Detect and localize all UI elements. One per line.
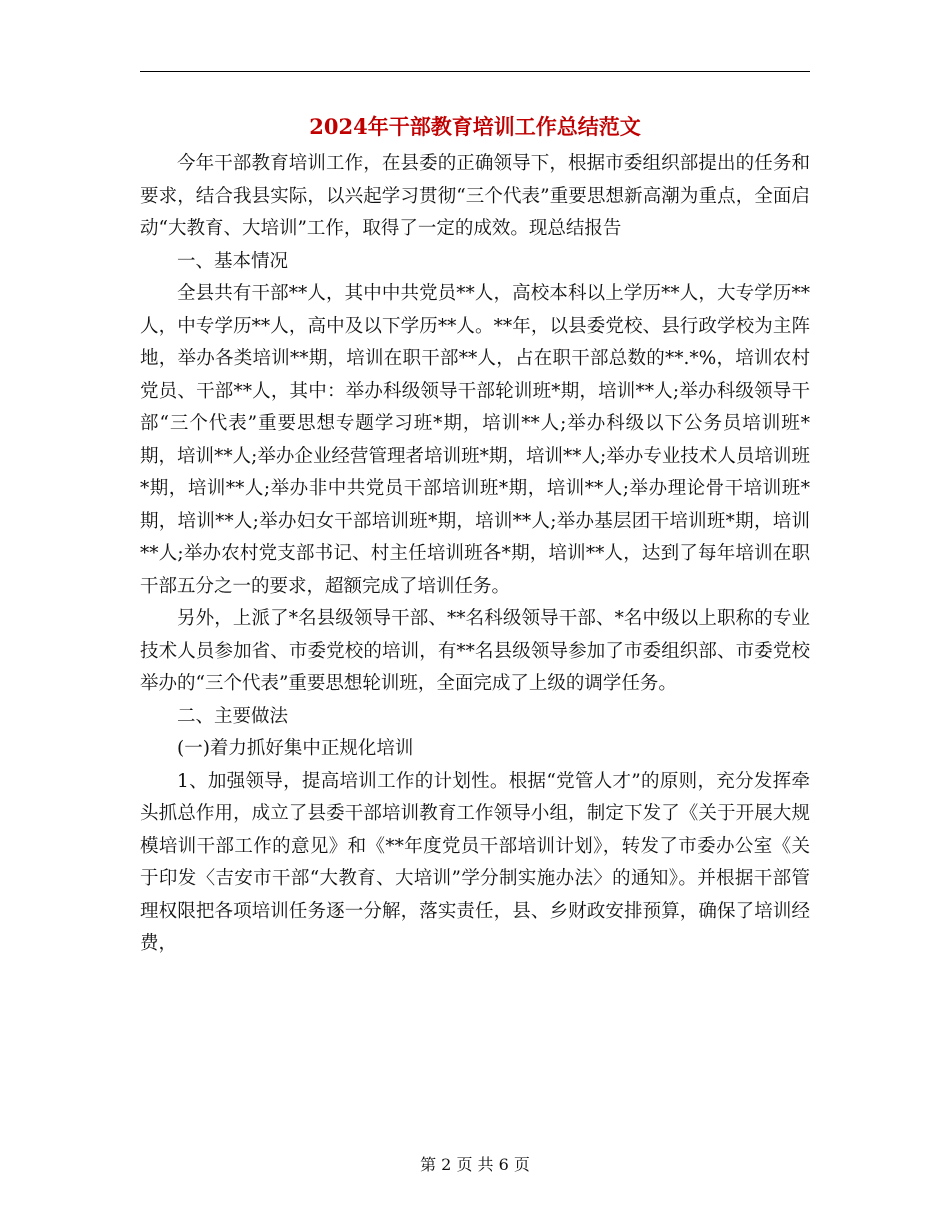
paragraph-intro: 今年干部教育培训工作，在县委的正确领导下，根据市委组织部提出的任务和要求，结合我县实际，以兴起学习贯彻“三个代表”重要思想新高潮为重点，全面启动“大教育、大培训”工作，取得了一定的成效。现总结报告 — [140, 153, 810, 239]
paragraph-statistics: 全县共有干部**人，其中中共党员**人，高校本科以上学历**人，大专学历**人，中专学历**人，高中及以下学历**人。**年，以县委党校、县行政学校为主阵地，举办各类培训**期，培训在职干部**人，占在职干部总数的**.*%，培训农村党员、干部**人，其中：举办科级领导干部轮训班*期，培训**人;举办科级领导干部“三个代表”重要思想专题学习班*期，培训**人;举办科级以下公务员培训班*期，培训**人;举办企业经营管理者培训班*期，培训**人;举办专业技术人员培训班*期，培训**人;举办非中共党员干部培训班*期，培训**人;举办理论骨干培训班*期，培训**人;举办妇女干部培训班*期，培训**人;举办基层团干培训班*期，培训**人;举办农村党支部书记、村主任培训班各*期，培训**人，达到了每年培训在职干部五分之一的要求，超额完成了培训任务。 — [140, 283, 810, 597]
header-rule — [140, 71, 810, 72]
document-body — [140, 148, 810, 961]
page-number: 第 2 页 共 6 页 — [420, 1155, 530, 1174]
paragraph-leadership: 1、加强领导，提高培训工作的计划性。根据“党管人才”的原则，充分发挥牵头抓总作用，成立了县委干部培训教育工作领导小组，制定下发了《关于开展大规模培训干部工作的意见》和《**年度党员干部培训计划》，转发了市委办公室《关于印发〈吉安市干部“大教育、大培训”学分制实施办法〉的通知》。并根据干部管理权限把各项培训任务逐一分解，落实责任，县、乡财政安排预算，确保了培训经费， — [140, 770, 810, 954]
document-title: 2024年干部教育培训工作总结范文 — [309, 114, 641, 139]
subsection-heading-1: (一)着力抓好集中正规化培训 — [177, 738, 414, 759]
section-heading-methods: 二、主要做法 — [177, 705, 289, 727]
paragraph-external-training: 另外，上派了*名县级领导干部、**名科级领导干部、*名中级以上职称的专业技术人员参加省、市委党校的培训，有**名县级领导参加了市委组织部、市委党校举办的“三个代表”重要思想轮训班，全面完成了上级的调学任务。 — [140, 608, 810, 694]
section-heading-basic: 一、基本情况 — [177, 250, 289, 272]
